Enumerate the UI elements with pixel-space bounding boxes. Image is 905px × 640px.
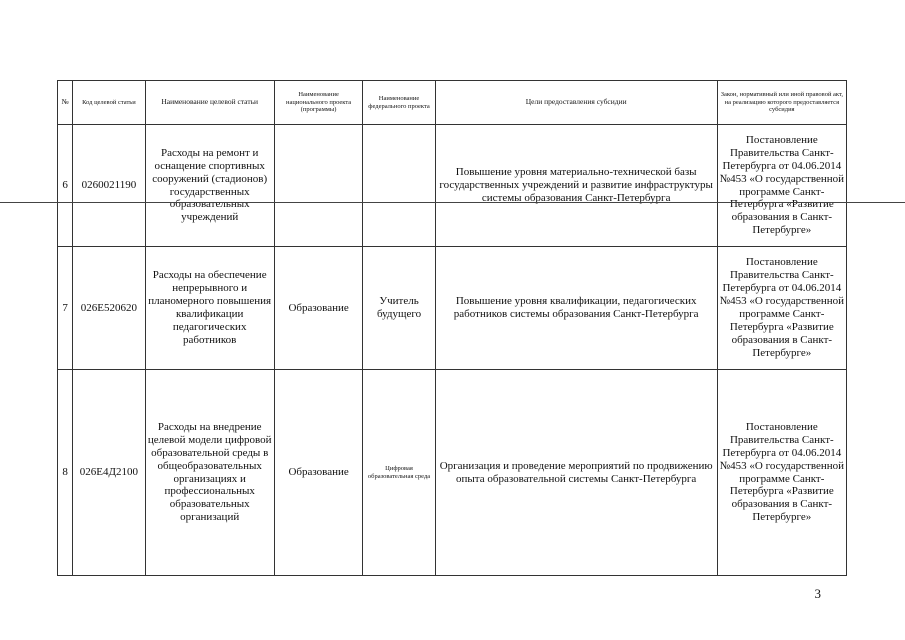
row-federal-project: Учитель будущего: [363, 247, 435, 370]
row-goal: Повышение уровня квалификации, педагогических работников системы образования Санкт-Петербурга: [435, 247, 717, 370]
subsidy-table: [57, 80, 847, 576]
header-goals: Цели предоставления субсидии: [435, 81, 717, 125]
row-code: 026E520620: [73, 247, 145, 370]
row-national-project: Образование: [274, 247, 363, 370]
row-num: 6: [58, 125, 73, 247]
row-law: Постановление Правительства Санкт-Петербурга от 04.06.2014 №453 «О государственной программе Санкт-Петербурга «Развитие образования в Санкт-Петербурге»: [717, 370, 846, 576]
row-law: Постановление Правительства Санкт-Петербурга от 04.06.2014 №453 «О государственной программе Санкт-Петербурга «Развитие образования в Санкт-Петербурге»: [717, 125, 846, 247]
header-code: Код целевой статьи: [73, 81, 145, 125]
header-national-project: Наименование национального проекта (программы): [274, 81, 363, 125]
header-federal-project: Наименование федерального проекта: [363, 81, 435, 125]
row-goal: Повышение уровня материально-технической базы государственных учреждений и развитие инфраструктуры системы образования Санкт-Петербурга: [435, 125, 717, 247]
row-national-project: Образование: [274, 370, 363, 576]
table-row: [58, 125, 847, 247]
row-law: Постановление Правительства Санкт-Петербурга от 04.06.2014 №453 «О государственной программе Санкт-Петербурга «Развитие образования в Санкт-Петербурге»: [717, 247, 846, 370]
header-law: Закон, нормативный или иной правовой акт, на реализацию которого предоставляется субсидия: [717, 81, 846, 125]
table-row: [58, 370, 847, 576]
header-num: №: [58, 81, 73, 125]
row-national-project: [274, 125, 363, 247]
table-header-row: [58, 81, 847, 125]
page-cut-line: [0, 202, 905, 203]
header-name: Наименование целевой статьи: [145, 81, 274, 125]
row-federal-project: Цифровая образовательная среда: [363, 370, 435, 576]
row-num: 7: [58, 247, 73, 370]
row-federal-project: [363, 125, 435, 247]
row-code: 026E4Д2100: [73, 370, 145, 576]
row-name: Расходы на ремонт и оснащение спортивных сооружений (стадионов) государственных образовательных учреждений: [145, 125, 274, 247]
row-goal: Организация и проведение мероприятий по продвижению опыта образовательной системы Санкт-Петербурга: [435, 370, 717, 576]
row-name: Расходы на обеспечение непрерывного и планомерного повышения квалификации педагогических работников: [145, 247, 274, 370]
table-row: [58, 247, 847, 370]
row-num: 8: [58, 370, 73, 576]
page-number: 3: [814, 586, 821, 601]
row-name: Расходы на внедрение целевой модели цифровой образовательной среды в общеобразовательных организациях и профессиональных образовательных организаций: [145, 370, 274, 576]
row-code: 0260021190: [73, 125, 145, 247]
